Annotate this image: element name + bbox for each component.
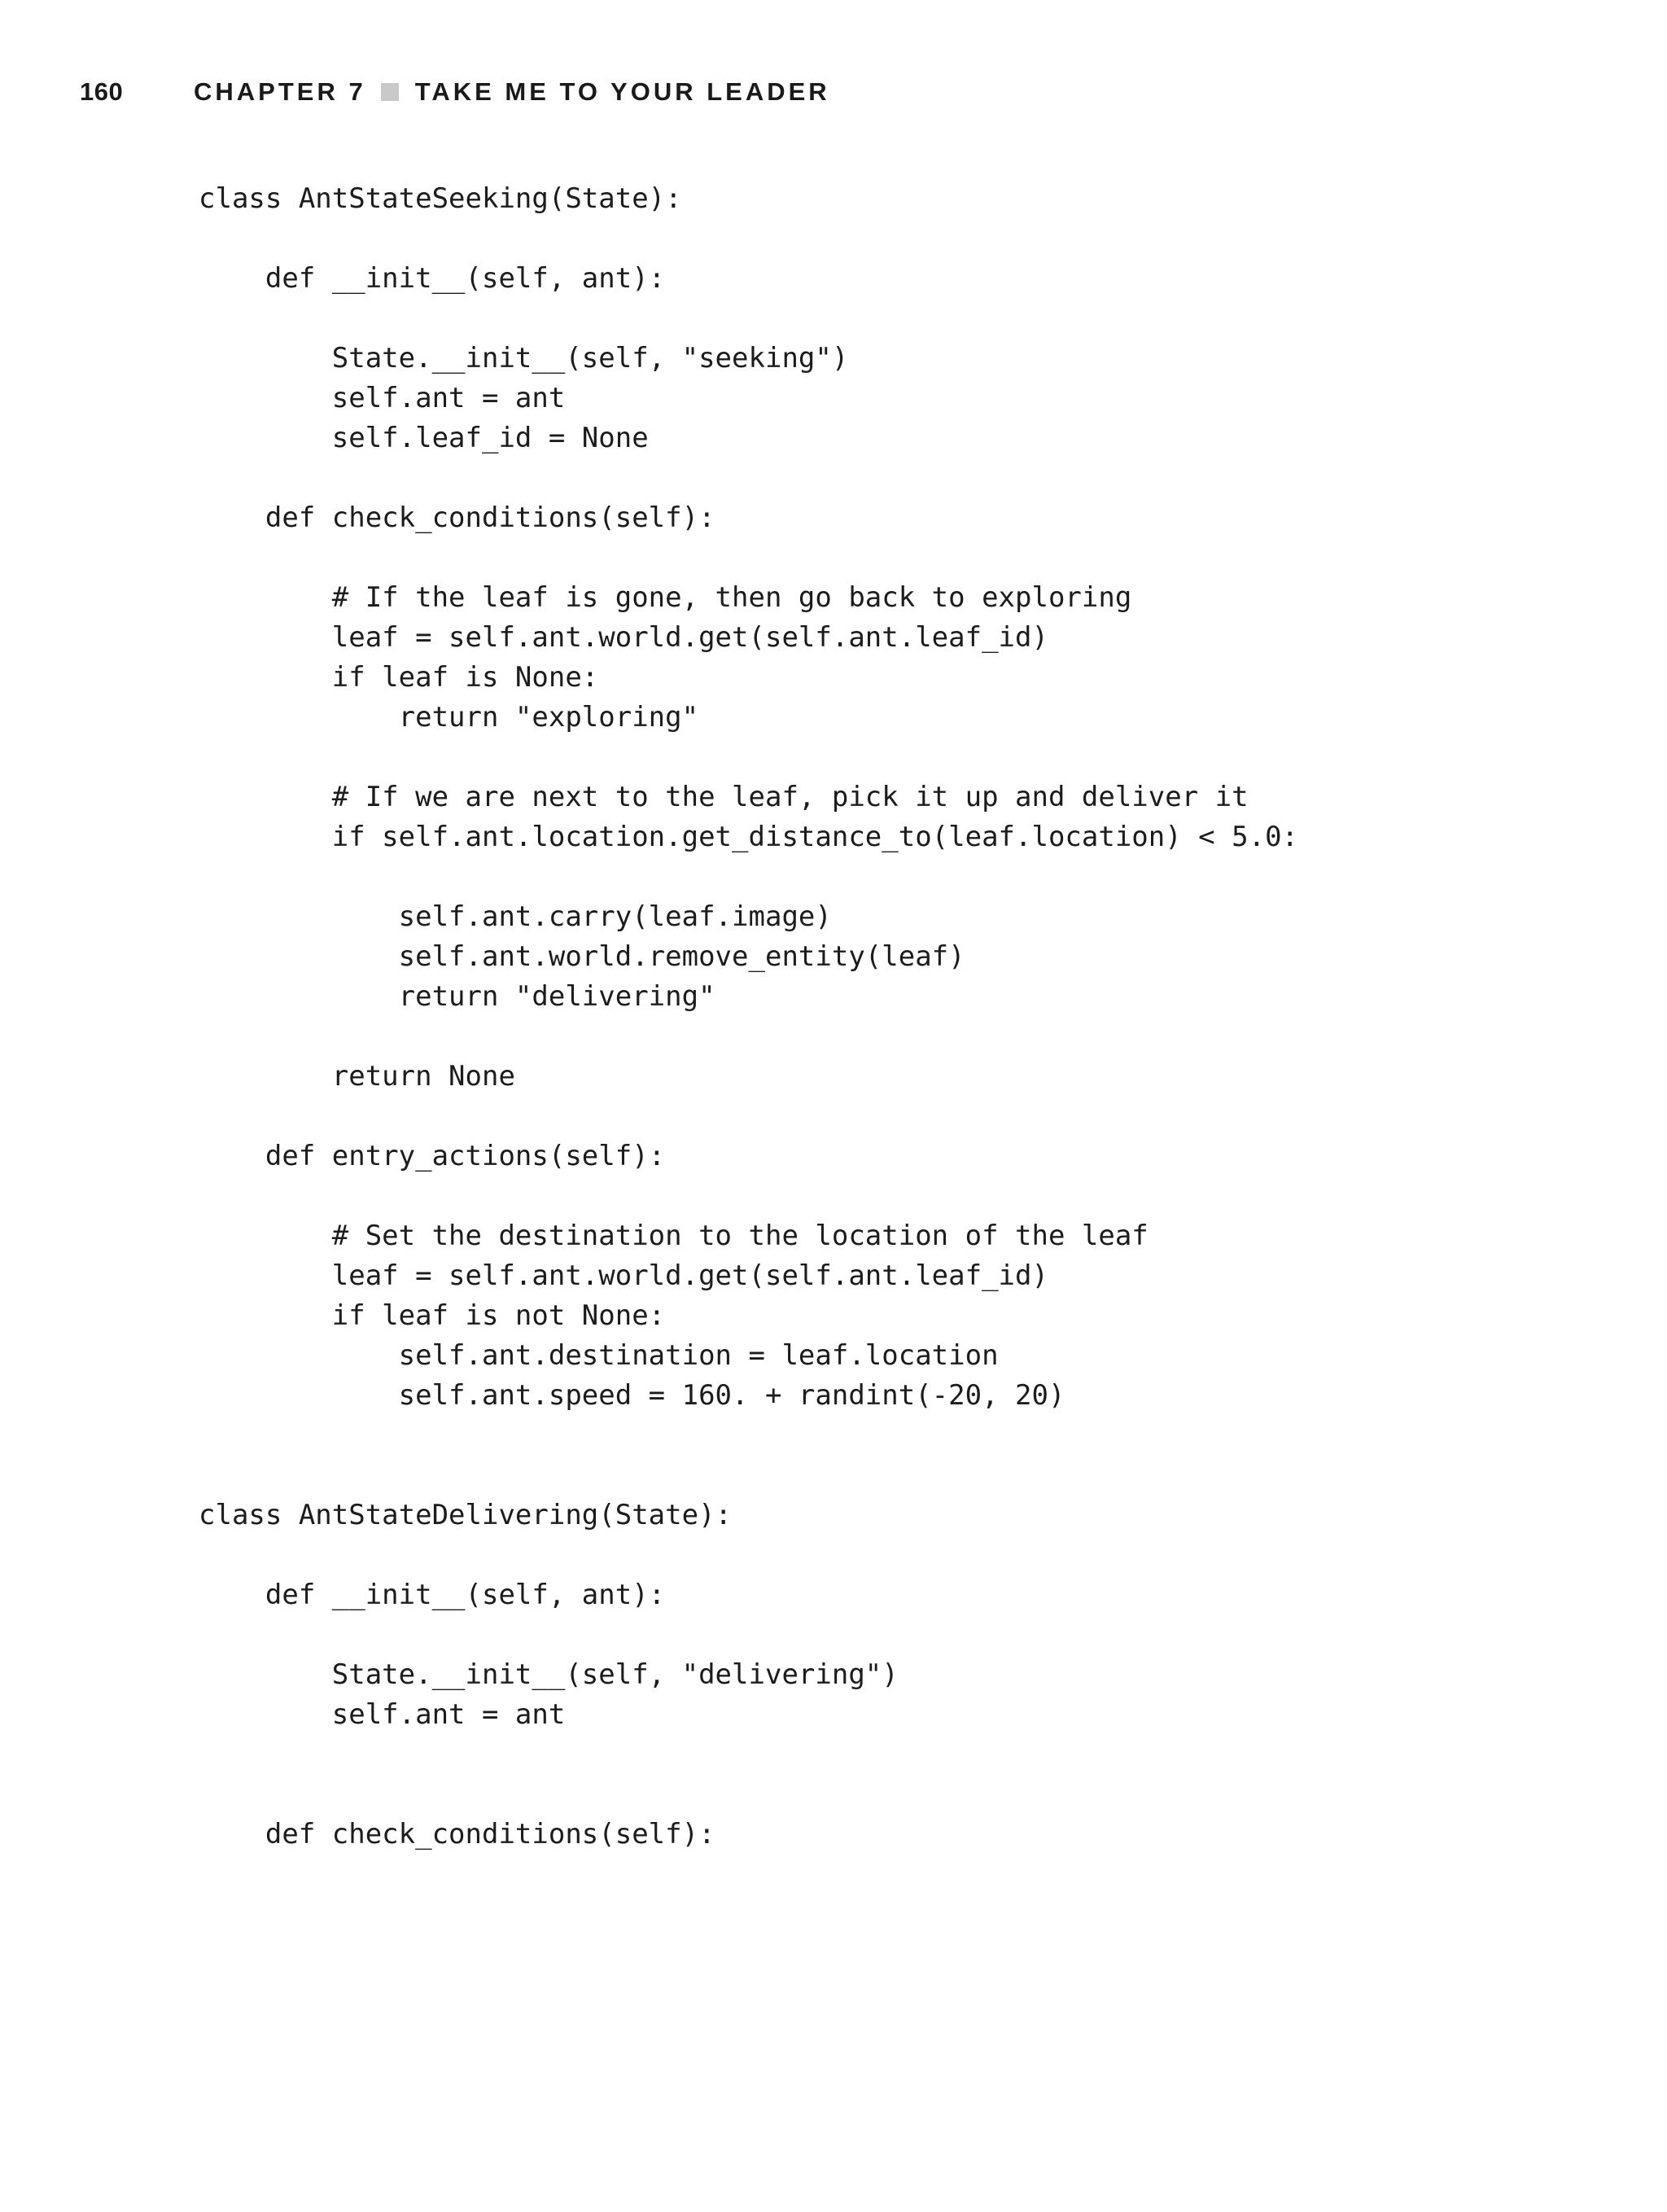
code-line: def entry_actions(self):	[199, 1140, 666, 1172]
code-line: self.ant.world.remove_entity(leaf)	[199, 940, 965, 973]
code-line: leaf = self.ant.world.get(self.ant.leaf_id)	[199, 621, 1048, 654]
code-line	[199, 857, 1298, 897]
code-line	[199, 1176, 1298, 1216]
code-line	[199, 458, 1298, 498]
code-line	[199, 1535, 1298, 1575]
code-line	[199, 1097, 1298, 1137]
code-listing	[199, 179, 1298, 1855]
running-header	[80, 73, 830, 111]
code-line: def __init__(self, ant):	[199, 262, 666, 295]
code-line: return "exploring"	[199, 701, 699, 734]
code-line: self.ant.destination = leaf.location	[199, 1339, 999, 1372]
code-line: def check_conditions(self):	[199, 502, 715, 534]
code-line: self.ant.speed = 160. + randint(-20, 20)	[199, 1379, 1065, 1412]
code-line	[199, 538, 1298, 578]
code-line: if leaf is None:	[199, 661, 599, 694]
code-line	[199, 738, 1298, 777]
code-line: self.leaf_id = None	[199, 422, 649, 454]
code-line: State.__init__(self, "delivering")	[199, 1658, 899, 1691]
code-line: self.ant = ant	[199, 1698, 566, 1731]
header-separator-square	[381, 83, 399, 101]
code-line: self.ant.carry(leaf.image)	[199, 900, 832, 933]
code-line: # If we are next to the leaf, pick it up and deliver it	[199, 781, 1249, 813]
code-line: def __init__(self, ant):	[199, 1579, 666, 1611]
code-line	[199, 1017, 1298, 1057]
code-line	[199, 1775, 1298, 1815]
code-line: self.ant = ant	[199, 382, 566, 414]
code-line: class AntStateSeeking(State):	[199, 182, 682, 215]
code-line	[199, 219, 1298, 259]
code-line: class AntStateDelivering(State):	[199, 1499, 733, 1531]
code-line: State.__init__(self, "seeking")	[199, 342, 849, 375]
code-line: # If the leaf is gone, then go back to exploring	[199, 581, 1132, 614]
code-line: # Set the destination to the location of the leaf	[199, 1220, 1149, 1252]
code-line	[199, 1456, 1298, 1496]
chapter-label: CHAPTER 7	[194, 77, 366, 106]
code-line: return None	[199, 1060, 515, 1093]
code-line	[199, 1615, 1298, 1655]
code-line	[199, 1416, 1298, 1456]
code-line: return "delivering"	[199, 980, 715, 1013]
code-line: if self.ant.location.get_distance_to(leaf.location) < 5.0:	[199, 821, 1299, 853]
code-line: def check_conditions(self):	[199, 1818, 715, 1851]
chapter-title: TAKE ME TO YOUR LEADER	[414, 77, 830, 106]
code-line: leaf = self.ant.world.get(self.ant.leaf_id)	[199, 1259, 1048, 1292]
code-line	[199, 299, 1298, 339]
page-number: 160	[80, 77, 124, 106]
code-line	[199, 1735, 1298, 1775]
code-line: if leaf is not None:	[199, 1299, 666, 1332]
